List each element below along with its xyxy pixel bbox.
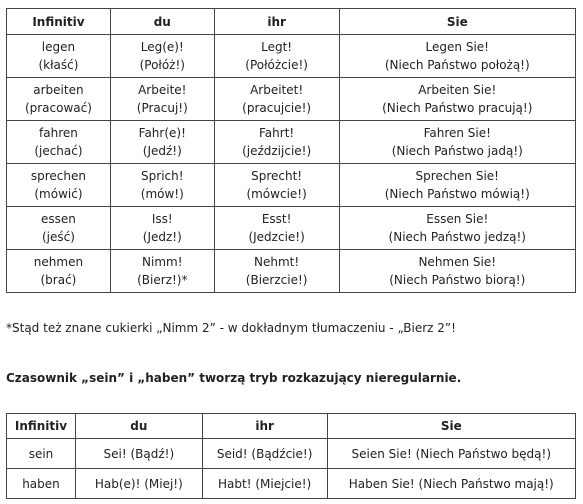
header-infinitiv: Infinitiv — [7, 9, 111, 35]
cell-ihr — [214, 78, 339, 121]
german-form: Fahren Sie! — [423, 126, 491, 140]
cell-infinitiv — [7, 121, 111, 164]
german-form: Iss! — [151, 212, 173, 226]
german-form: nehmen — [33, 255, 84, 269]
german-form: Sprich! — [141, 169, 184, 183]
german-form: Arbeite! — [138, 83, 187, 97]
cell-du — [110, 35, 214, 78]
cell-sie — [339, 164, 575, 207]
german-form: Legt! — [261, 40, 293, 54]
polish-translation: (Niech Państwo położą!) — [384, 58, 530, 72]
polish-translation: (Bierz!)* — [137, 273, 188, 287]
cell-infinitiv — [7, 250, 111, 293]
cell-infinitiv — [7, 78, 111, 121]
cell-ihr — [214, 35, 339, 78]
cell-du: Sei! (Bądź!) — [75, 439, 202, 469]
table-row — [7, 164, 576, 207]
cell-sie: Seien Sie! (Niech Państwo będą!) — [327, 439, 575, 469]
polish-translation: (Niech Państwo jadą!) — [391, 144, 523, 158]
polish-translation: (jechać) — [34, 144, 83, 158]
polish-translation: (kłaść) — [38, 58, 79, 72]
german-form: sprechen — [30, 169, 86, 183]
polish-translation: (Połóż!) — [139, 58, 185, 72]
polish-translation: (Jedz!) — [142, 230, 182, 244]
section-heading: Czasownik „sein” i „haben” tworzą tryb rozkazujący nieregularnie. — [6, 371, 462, 385]
german-form: Sprechen Sie! — [415, 169, 499, 183]
footnote: *Stąd też znane cukierki „Nimm 2” - w dokładnym tłumaczeniu - „Bierz 2”! — [6, 321, 456, 335]
polish-translation: (mów!) — [140, 187, 184, 201]
table-row — [7, 121, 576, 164]
imperative-table — [6, 8, 576, 293]
cell-sie — [339, 207, 575, 250]
cell-du — [110, 121, 214, 164]
german-form: fahren — [39, 126, 78, 140]
cell-infinitiv — [7, 207, 111, 250]
polish-translation: (Pracuj!) — [136, 101, 188, 115]
german-form: Fahrt! — [259, 126, 295, 140]
polish-translation: (Połóżcie!) — [245, 58, 308, 72]
german-form: Nehmen Sie! — [418, 255, 497, 269]
cell-infinitiv — [7, 35, 111, 78]
table-header-row — [7, 9, 576, 35]
header-du: du — [110, 9, 214, 35]
cell-du — [110, 78, 214, 121]
table-row — [7, 250, 576, 293]
polish-translation: (jeździjcie!) — [242, 144, 312, 158]
cell-ihr — [214, 250, 339, 293]
polish-translation: (brać) — [40, 273, 77, 287]
german-form: Essen Sie! — [426, 212, 489, 226]
cell-sie: Haben Sie! (Niech Państwo mają!) — [327, 469, 575, 499]
cell-ihr — [214, 207, 339, 250]
german-form: Legen Sie! — [425, 40, 489, 54]
german-form: Leg(e)! — [140, 40, 184, 54]
cell-du — [110, 207, 214, 250]
header-sie: Sie — [327, 414, 575, 439]
polish-translation: (Niech Państwo biorą!) — [389, 273, 526, 287]
table-row — [7, 439, 576, 469]
polish-translation: (Bierzcie!) — [245, 273, 308, 287]
polish-translation: (Niech Państwo pracują!) — [382, 101, 533, 115]
table-row — [7, 78, 576, 121]
cell-infinitiv: haben — [7, 469, 76, 499]
cell-infinitiv — [7, 164, 111, 207]
german-form: Esst! — [261, 212, 292, 226]
german-form: Arbeitet! — [250, 83, 304, 97]
cell-ihr: Habt! (Miejcie!) — [202, 469, 327, 499]
cell-du — [110, 250, 214, 293]
cell-sie — [339, 35, 575, 78]
german-form: arbeiten — [33, 83, 84, 97]
cell-du: Hab(e)! (Miej!) — [75, 469, 202, 499]
polish-translation: (mówcie!) — [246, 187, 307, 201]
german-form: Fahr(e)! — [138, 126, 186, 140]
cell-sie — [339, 121, 575, 164]
cell-sie — [339, 78, 575, 121]
cell-du — [110, 164, 214, 207]
polish-translation: (pracować) — [24, 101, 92, 115]
cell-ihr — [214, 164, 339, 207]
cell-infinitiv: sein — [7, 439, 76, 469]
german-form: Arbeiten Sie! — [418, 83, 497, 97]
polish-translation: (Jedzcie!) — [248, 230, 305, 244]
header-du: du — [75, 414, 202, 439]
table-header-row — [7, 414, 576, 439]
polish-translation: (Niech Państwo jedzą!) — [388, 230, 526, 244]
cell-sie — [339, 250, 575, 293]
german-form: Sprecht! — [251, 169, 303, 183]
header-infinitiv: Infinitiv — [7, 414, 76, 439]
polish-translation: (Niech Państwo mówią!) — [384, 187, 530, 201]
cell-ihr — [214, 121, 339, 164]
german-form: essen — [41, 212, 76, 226]
polish-translation: (Jedź!) — [142, 144, 182, 158]
irregular-imperative-table — [6, 413, 576, 499]
table-row — [7, 207, 576, 250]
header-ihr: ihr — [202, 414, 327, 439]
polish-translation: (mówić) — [34, 187, 83, 201]
german-form: Nehmt! — [254, 255, 300, 269]
polish-translation: (jeść) — [41, 230, 75, 244]
header-sie: Sie — [339, 9, 575, 35]
header-ihr: ihr — [214, 9, 339, 35]
polish-translation: (pracujcie!) — [242, 101, 312, 115]
cell-ihr: Seid! (Bądźcie!) — [202, 439, 327, 469]
table-row — [7, 469, 576, 499]
german-form: legen — [41, 40, 76, 54]
table-row — [7, 35, 576, 78]
german-form: Nimm! — [142, 255, 183, 269]
